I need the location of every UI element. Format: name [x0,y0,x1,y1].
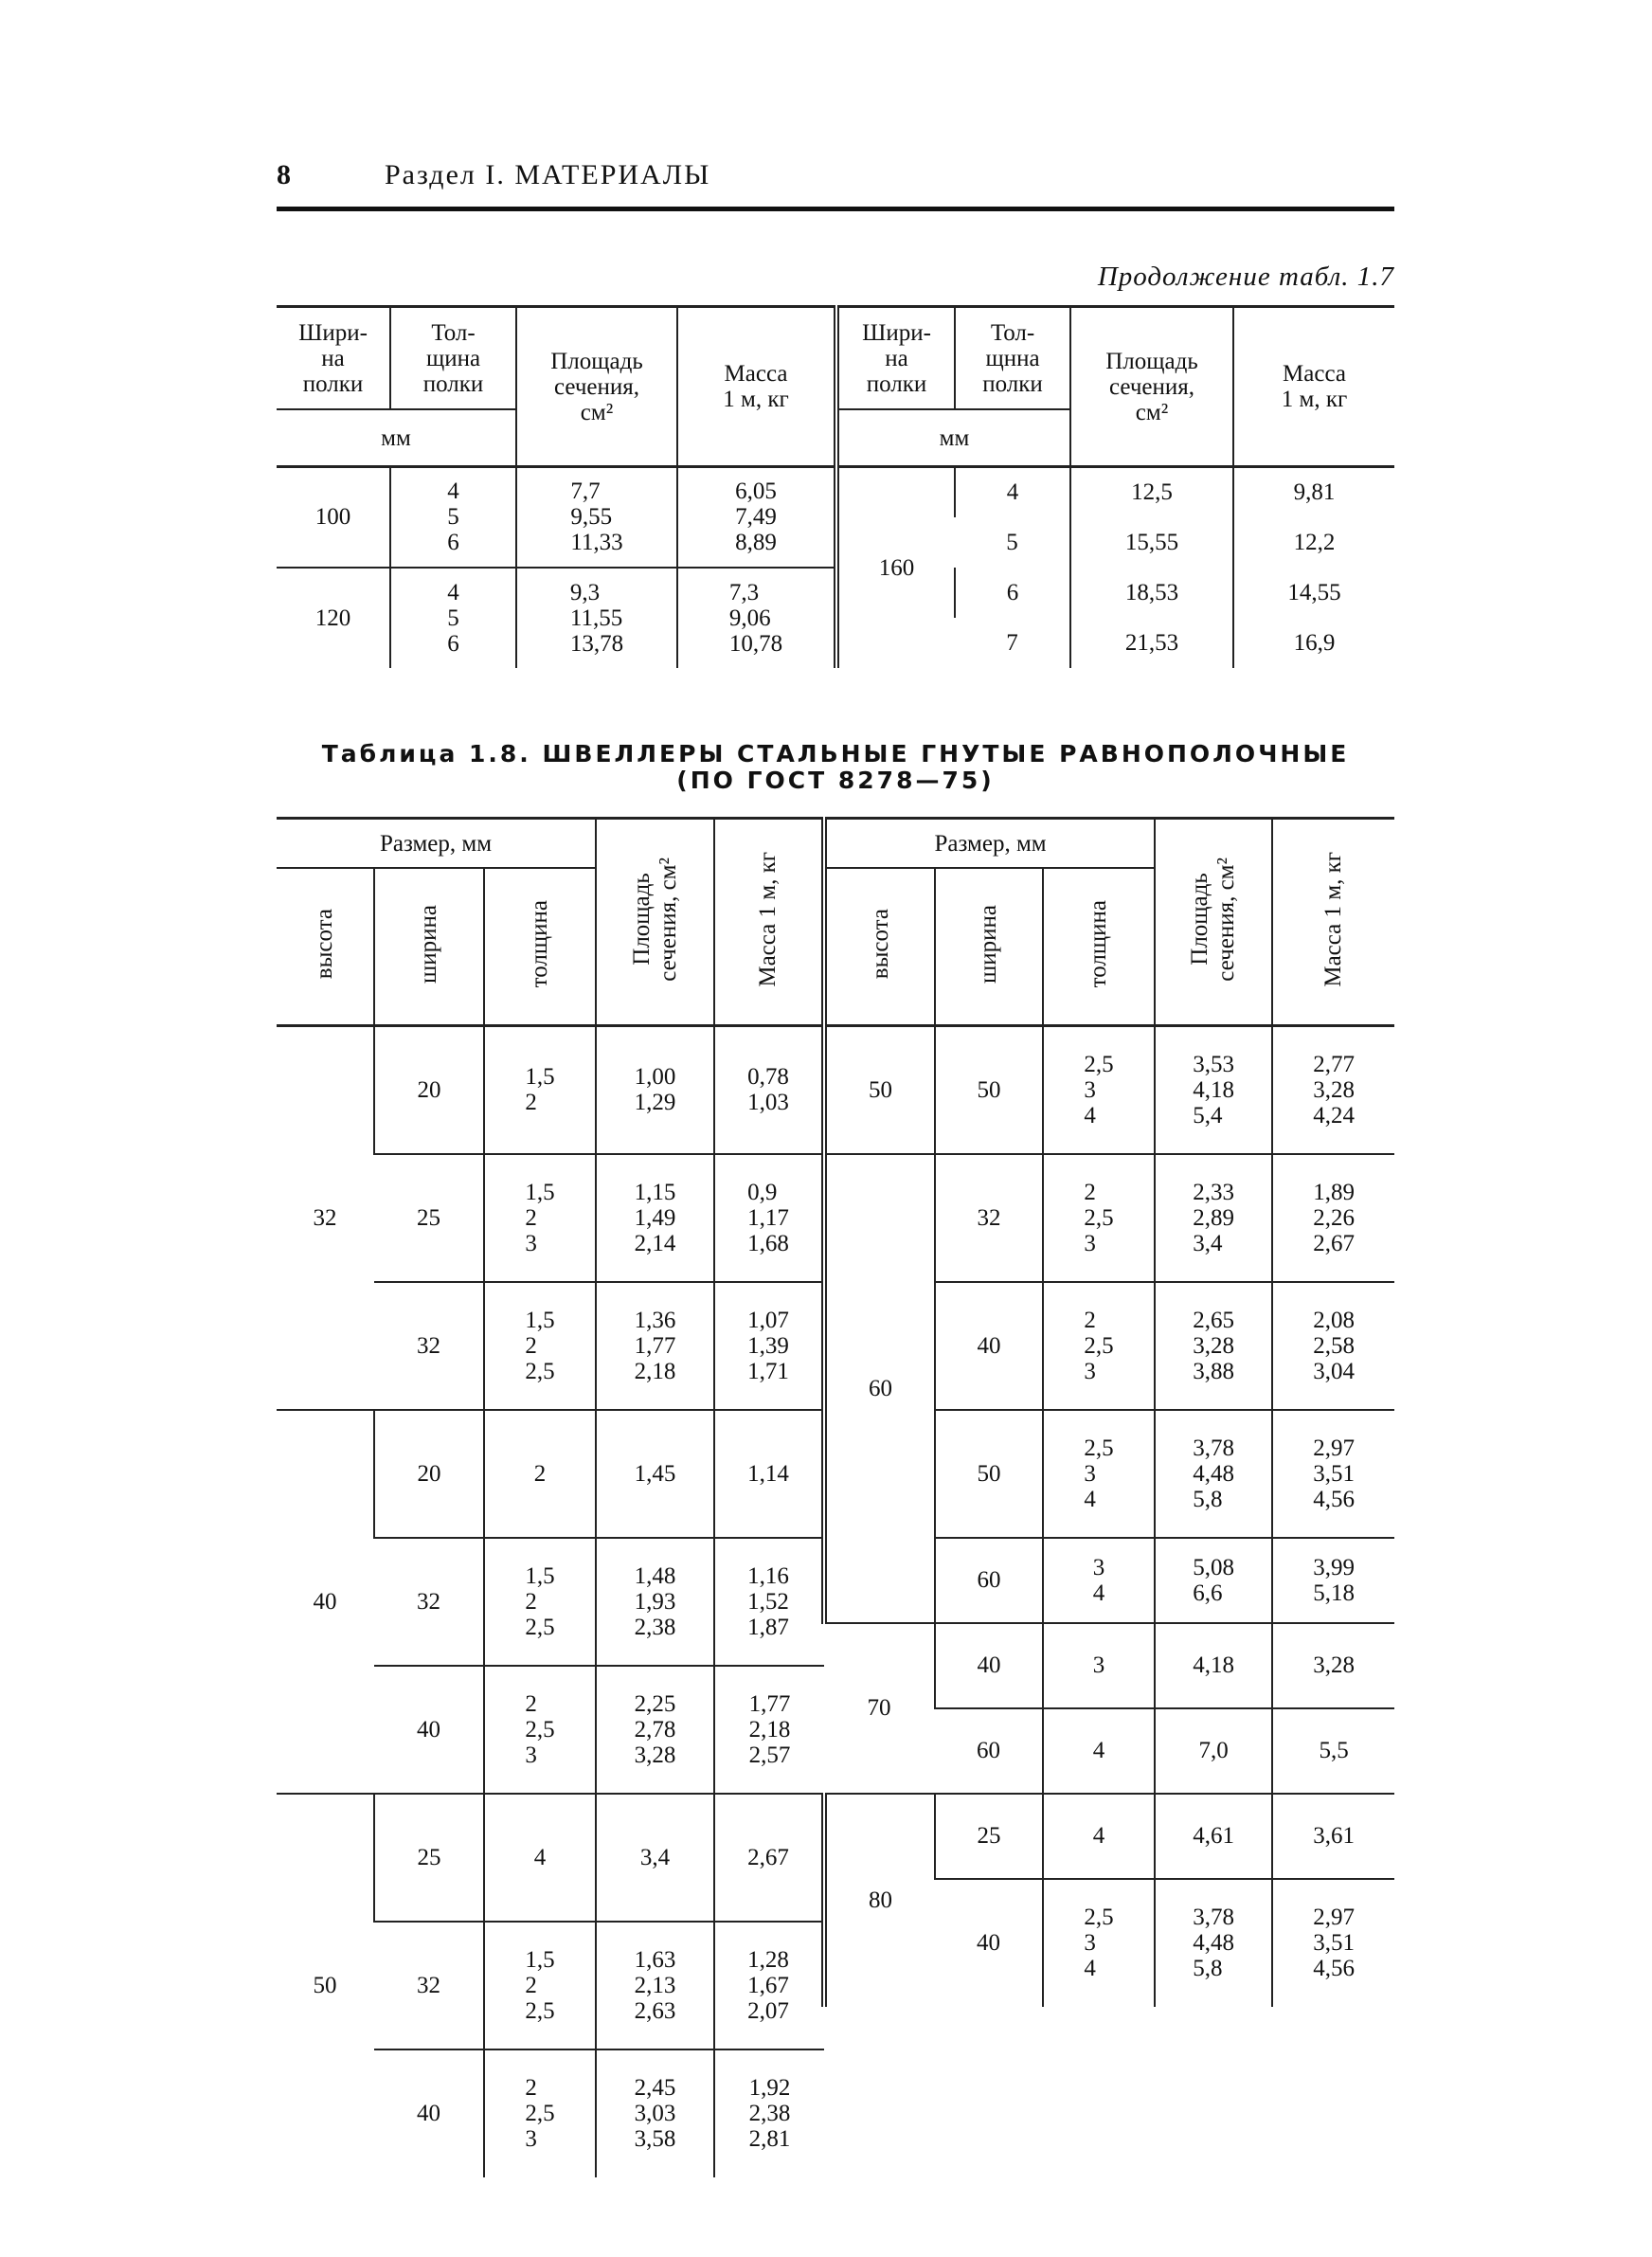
area-cell [596,1922,714,2049]
area-cell-right [1155,1708,1272,1794]
table-1-8 [277,817,1394,2177]
area-cell [516,467,677,568]
area-cell-values: 1,48 1,93 2,38 [634,1562,676,1640]
thickness-cell-right-values: 3 [1092,1652,1105,1678]
height-cell: 32 [313,1204,337,1231]
area-cell-right-values: 2,65 3,28 3,88 [1193,1307,1234,1384]
thickness-cell-right [1043,1282,1155,1410]
col-area: Площадь сечения, см² [596,819,714,1026]
thickness-cell-values: 1,5 2 [525,1064,555,1116]
unit-mm: мм [277,409,516,467]
width-cell: 32 [374,1282,484,1410]
thickness-cell-values: 1,5 2 2,5 [525,1307,555,1384]
mass-cell [714,1922,824,2049]
thickness-cell-values: 1,5 2 2,5 [525,1562,555,1640]
width-cell: 25 [374,1154,484,1282]
mass-cell-values: 1,07 1,39 1,71 [747,1307,789,1384]
area-cell [516,568,677,668]
width-cell-right: 50 [935,1410,1043,1538]
area-cell-right: 12,5 [1070,467,1233,517]
area-cell-values: 9,3 11,55 13,78 [569,579,624,657]
area-cell-values: 1,45 [634,1460,676,1487]
thickness-cell-right-values: 2,5 3 4 [1084,1905,1114,1981]
width-cell-right: 40 [935,1623,1043,1708]
table-1-8-title [277,741,1394,794]
col-area-right: Площадь сечения, см² [1070,307,1233,467]
area-cell-right: 18,53 [1070,568,1233,618]
thickness-cell-right-values: 4 [1092,1738,1105,1763]
mass-cell-values: 1,92 2,38 2,81 [748,2075,791,2152]
table-row [277,568,1394,618]
thickness-cell-values: 2 2,5 3 [525,1690,555,1768]
area-cell-values: 1,63 2,13 2,63 [634,1946,676,2024]
area-cell [596,1410,714,1538]
mass-cell-right-values: 2,97 3,51 4,56 [1313,1435,1355,1512]
continuation-label: Продолжение табл. 1.7 [1097,262,1394,292]
page-number: 8 [277,159,291,190]
table-1-7-continued [277,305,1394,668]
mass-cell-values: 2,67 [747,1844,789,1870]
mass-cell-right [1272,1410,1394,1538]
thickness-cell-right-values: 3 4 [1092,1554,1105,1606]
thickness-cell-right-values: 2,5 3 4 [1084,1051,1114,1128]
area-cell-values: 2,25 2,78 3,28 [634,1690,676,1768]
col-height: высота [277,868,374,1026]
mass-cell [677,568,836,668]
col-mass: Масса 1 м, кг [714,819,824,1026]
mass-cell-values: 1,16 1,52 1,87 [747,1562,789,1640]
width-cell: 40 [374,2049,484,2177]
width-cell-right: 25 [935,1794,1043,1879]
mass-cell-right-values: 2,08 2,58 3,04 [1313,1307,1355,1384]
thickness-cell [390,568,516,668]
thickness-cell-right [1043,1794,1155,1879]
thickness-cell [484,1666,596,1794]
area-cell-right-values: 4,18 [1193,1652,1234,1678]
height-cell-right: 80 [824,1794,935,2007]
width-cell-right: 160 [836,467,955,668]
width-cell: 20 [374,1410,484,1538]
col-thickness-right: Тол- щнна полки [955,307,1070,410]
area-cell-right-values: 3,78 4,48 5,8 [1193,1435,1234,1512]
thickness-cell [484,1922,596,2049]
area-cell [596,1026,714,1154]
thickness-cell [484,1026,596,1154]
col-area: Площадь сечения, см² [516,307,677,467]
thickness-cell-values: 2 2,5 3 [525,2075,555,2152]
width-cell-right: 40 [935,1879,1043,2007]
area-cell-right-values: 3,78 4,48 5,8 [1193,1905,1234,1981]
thickness-cell-right: 4 [955,467,1070,517]
height-cell-right: 70 [824,1623,935,1794]
area-cell [596,1666,714,1794]
col-width: ширина [374,868,484,1026]
thickness-cell-values: 4 5 6 [447,478,459,556]
area-cell-values: 1,15 1,49 2,14 [634,1179,676,1256]
thickness-cell-right-values: 2 2,5 3 [1084,1179,1114,1256]
thickness-cell [484,2049,596,2177]
area-cell-right: 15,55 [1070,517,1233,568]
mass-cell-right: 16,9 [1233,618,1394,668]
mass-cell-values: 1,14 [747,1460,789,1487]
area-cell [596,1538,714,1666]
mass-cell [714,2049,824,2177]
col-width: Шири- на полки [277,307,390,410]
mass-cell-right: 14,55 [1233,568,1394,618]
area-cell [596,1282,714,1410]
thickness-cell [484,1282,596,1410]
width-cell-right: 60 [935,1538,1043,1623]
mass-cell-values: 7,3 9,06 10,78 [728,579,783,657]
thickness-cell-right-values: 4 [1092,1823,1105,1849]
mass-cell-right: 12,2 [1233,517,1394,568]
width-cell-right: 60 [935,1708,1043,1794]
thickness-cell-right-values: 2 2,5 3 [1084,1307,1114,1384]
thickness-cell-values: 2 [533,1460,547,1487]
area-cell-values: 1,00 1,29 [634,1064,676,1116]
area-cell [596,2049,714,2177]
thickness-cell-right: 6 [955,568,1070,618]
mass-cell [714,1538,824,1666]
area-cell-values: 1,36 1,77 2,18 [634,1307,676,1384]
width-cell: 32 [374,1538,484,1666]
mass-cell-right-values: 3,61 [1313,1823,1355,1849]
thickness-cell [390,467,516,568]
area-cell-right-values: 7,0 [1198,1738,1229,1763]
height-cell: 50 [277,1794,374,2177]
mass-cell-right: 9,81 [1233,467,1394,517]
mass-cell-right-values: 3,28 [1313,1652,1355,1678]
header-rule [277,207,1394,211]
col-area-right: Площадь сечения, см² [1155,819,1272,1026]
thickness-cell-right: 7 [1006,629,1018,656]
thickness-cell [484,1794,596,1922]
area-cell-right [1155,1538,1272,1623]
mass-cell-values: 1,77 2,18 2,57 [748,1690,791,1768]
area-cell-right-values: 3,53 4,18 5,4 [1193,1051,1234,1128]
area-cell-values: 7,7 9,55 11,33 [570,478,623,556]
table-row [277,1026,1394,1069]
unit-mm-right: мм [836,409,1070,467]
thickness-cell-values: 4 [533,1844,547,1870]
thickness-cell-right [1043,1026,1155,1154]
width-cell-right: 50 [935,1026,1043,1154]
thickness-cell-values: 4 5 6 [447,579,459,657]
thickness-cell-right [1043,1708,1155,1794]
col-mass-right: Масса 1 м, кг [1233,307,1394,467]
table-row [277,1794,1394,1836]
col-width-right: Шири- на полки [836,307,955,410]
area-cell-right [1155,1410,1272,1538]
area-cell [596,1154,714,1282]
area-cell-right [1155,1026,1272,1154]
area-cell-values: 3,4 [639,1844,671,1870]
mass-cell [714,1794,824,1922]
mass-cell-right [1272,1879,1394,2007]
width-cell: 32 [374,1922,484,2049]
thickness-cell [484,1410,596,1538]
mass-cell-right [1272,1794,1394,1879]
area-cell [596,1794,714,1922]
running-head [277,159,1394,197]
mass-cell-right-values: 2,77 3,28 4,24 [1313,1051,1355,1128]
thickness-cell-right [1043,1623,1155,1708]
thickness-cell-right: 5 [1006,529,1018,555]
mass-cell-right [1272,1154,1394,1282]
table-row [277,467,1394,517]
mass-cell [677,467,836,568]
section-title: Раздел I. МАТЕРИАЛЫ [385,159,711,190]
mass-cell [714,1410,824,1538]
mass-cell-values: 0,9 1,17 1,68 [747,1179,789,1256]
thickness-cell-right-values: 2,5 3 4 [1084,1435,1114,1512]
height-cell-right: 60 [824,1154,935,1623]
col-width-right: ширина [935,868,1043,1026]
mass-cell-values: 6,05 7,49 8,89 [735,478,777,556]
col-thickness-right: толщина [1043,868,1155,1026]
area-cell-right-values: 2,33 2,89 3,4 [1193,1179,1234,1256]
thickness-cell [484,1154,596,1282]
mass-cell [714,1026,824,1154]
mass-cell [714,1154,824,1282]
mass-cell-values: 0,78 1,03 [747,1064,789,1116]
mass-cell-right-values: 3,99 5,18 [1313,1554,1355,1606]
thickness-cell-values: 1,5 2 2,5 [525,1946,555,2024]
col-thickness: толщина [484,868,596,1026]
width-cell-right: 32 [935,1154,1043,1282]
width-cell: 40 [374,1666,484,1794]
thickness-cell-right [1043,1410,1155,1538]
mass-cell [714,1666,824,1794]
col-mass-right: Масса 1 м, кг [1272,819,1394,1026]
area-cell-right: 21,53 [1070,618,1233,668]
size-group-right: Размер, мм [824,819,1155,869]
height-cell: 40 [277,1410,374,1794]
thickness-cell-right [1043,1538,1155,1623]
mass-cell-right [1272,1026,1394,1154]
thickness-cell-right [1043,1154,1155,1282]
col-thickness: Тол- щина полки [390,307,516,410]
width-cell-right: 40 [935,1282,1043,1410]
mass-cell-right [1272,1623,1394,1708]
width-cell: 20 [374,1026,484,1154]
title-line-2: (ПО ГОСТ 8278—75) [676,767,995,794]
mass-cell-right-values: 2,97 3,51 4,56 [1313,1905,1355,1981]
title-line-1: Таблица 1.8. ШВЕЛЛЕРЫ СТАЛЬНЫЕ ГНУТЫЕ РАВНОПОЛОЧНЫЕ [321,740,1350,767]
col-mass: Масса 1 м, кг [677,307,836,467]
table-row [277,2049,1394,2092]
area-cell-right [1155,1879,1272,2007]
area-cell-right [1155,1154,1272,1282]
mass-cell-right [1272,1708,1394,1794]
mass-cell-values: 1,28 1,67 2,07 [747,1946,789,2024]
thickness-cell-right [1043,1879,1155,2007]
area-cell-values: 2,45 3,03 3,58 [634,2075,676,2152]
mass-cell-right-values: 5,5 [1319,1738,1349,1763]
width-cell: 25 [374,1794,484,1922]
mass-cell [714,1282,824,1410]
area-cell-right-values: 4,61 [1193,1823,1234,1849]
table-row [277,1154,1394,1197]
width-cell: 120 [277,568,390,668]
area-cell-right-values: 5,08 6,6 [1193,1554,1234,1606]
mass-cell-right [1272,1538,1394,1623]
height-cell-right: 50 [824,1026,935,1154]
mass-cell-right-values: 1,89 2,26 2,67 [1313,1179,1355,1256]
width-cell: 100 [314,504,351,531]
thickness-cell-values: 1,5 2 3 [525,1179,555,1256]
size-group: Размер, мм [277,819,596,869]
area-cell-right [1155,1282,1272,1410]
area-cell-right [1155,1794,1272,1879]
thickness-cell [484,1538,596,1666]
mass-cell-right [1272,1282,1394,1410]
col-height-right: высота [824,868,935,1026]
area-cell-right [1155,1623,1272,1708]
